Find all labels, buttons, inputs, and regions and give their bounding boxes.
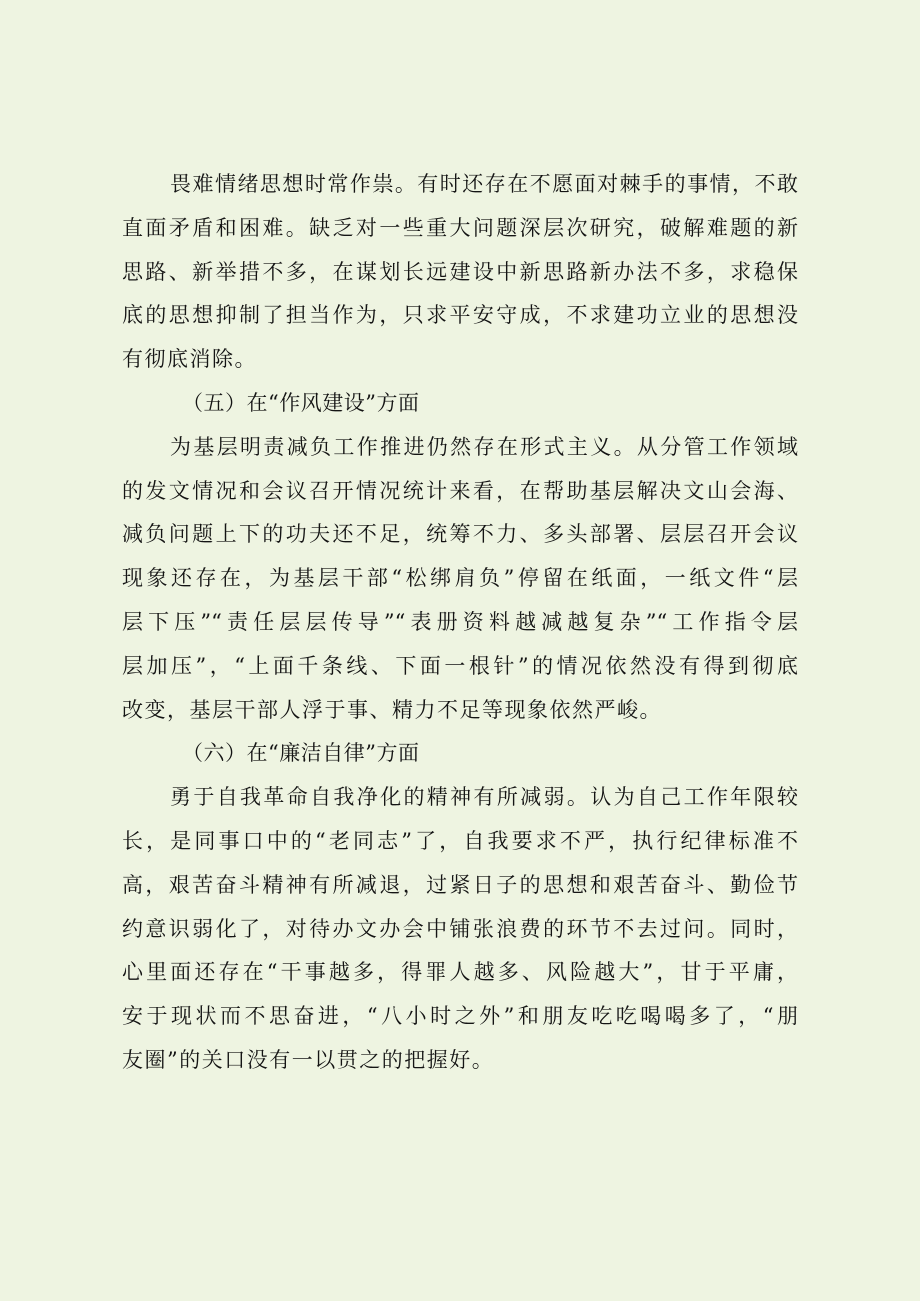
paragraph-line: 勇于自我革命自我净化的精神有所减弱。认为自己工作年限较 bbox=[170, 785, 798, 810]
paragraph-line: 友圈”的关口没有一以贯之的把握好。 bbox=[122, 1047, 495, 1072]
document-body bbox=[122, 163, 798, 1083]
paragraph-line: 心里面还存在“干事越多，得罪人越多、风险越大”，甘于平庸， bbox=[122, 960, 798, 985]
paragraph-line: 底的思想抑制了担当作为，只求平安守成，不求建功立业的思想没 bbox=[122, 303, 798, 328]
paragraph-line: 为基层明责减负工作推进仍然存在形式主义。从分管工作领域 bbox=[170, 434, 798, 459]
section-heading-5 bbox=[122, 382, 798, 426]
section-heading-6 bbox=[122, 732, 798, 776]
paragraph-line: 长，是同事口中的“老同志”了，自我要求不严，执行纪律标准不 bbox=[122, 828, 798, 853]
paragraph-integrity bbox=[122, 776, 798, 1083]
paragraph-line: 层下压”“责任层层传导”“表册资料越减越复杂”“工作指令层 bbox=[122, 609, 798, 634]
section-heading-text: （六）在“廉洁自律”方面 bbox=[182, 741, 420, 766]
paragraph-line: 改变，基层干部人浮于事、精力不足等现象依然严峻。 bbox=[122, 697, 662, 722]
paragraph-work-style bbox=[122, 426, 798, 733]
paragraph-line: 现象还存在，为基层干部“松绑肩负”停留在纸面，一纸文件“层 bbox=[122, 566, 798, 591]
paragraph-line: 思路、新举措不多，在谋划长远建设中新思路新办法不多，求稳保 bbox=[122, 259, 798, 284]
paragraph-line: 约意识弱化了，对待办文办会中铺张浪费的环节不去过问。同时， bbox=[122, 916, 798, 941]
paragraph-line: 减负问题上下的功夫还不足，统筹不力、多头部署、层层召开会议 bbox=[122, 522, 798, 547]
paragraph-line: 层加压”，“上面千条线、下面一根针”的情况依然没有得到彻底 bbox=[122, 653, 798, 678]
paragraph-line: 畏难情绪思想时常作祟。有时还存在不愿面对棘手的事情，不敢 bbox=[170, 172, 798, 196]
paragraph-line: 的发文情况和会议召开情况统计来看，在帮助基层解决文山会海、 bbox=[122, 478, 798, 503]
section-heading-text: （五）在“作风建设”方面 bbox=[182, 390, 420, 415]
paragraph-line: 安于现状而不思奋进，“八小时之外”和朋友吃吃喝喝多了，“朋 bbox=[122, 1004, 798, 1029]
paragraph-line: 高，艰苦奋斗精神有所减退，过紧日子的思想和艰苦奋斗、勤俭节 bbox=[122, 872, 798, 897]
paragraph-line: 直面矛盾和困难。缺乏对一些重大问题深层次研究，破解难题的新 bbox=[122, 215, 798, 240]
paragraph-line: 有彻底消除。 bbox=[122, 347, 257, 372]
paragraph-difficulty bbox=[122, 163, 798, 382]
